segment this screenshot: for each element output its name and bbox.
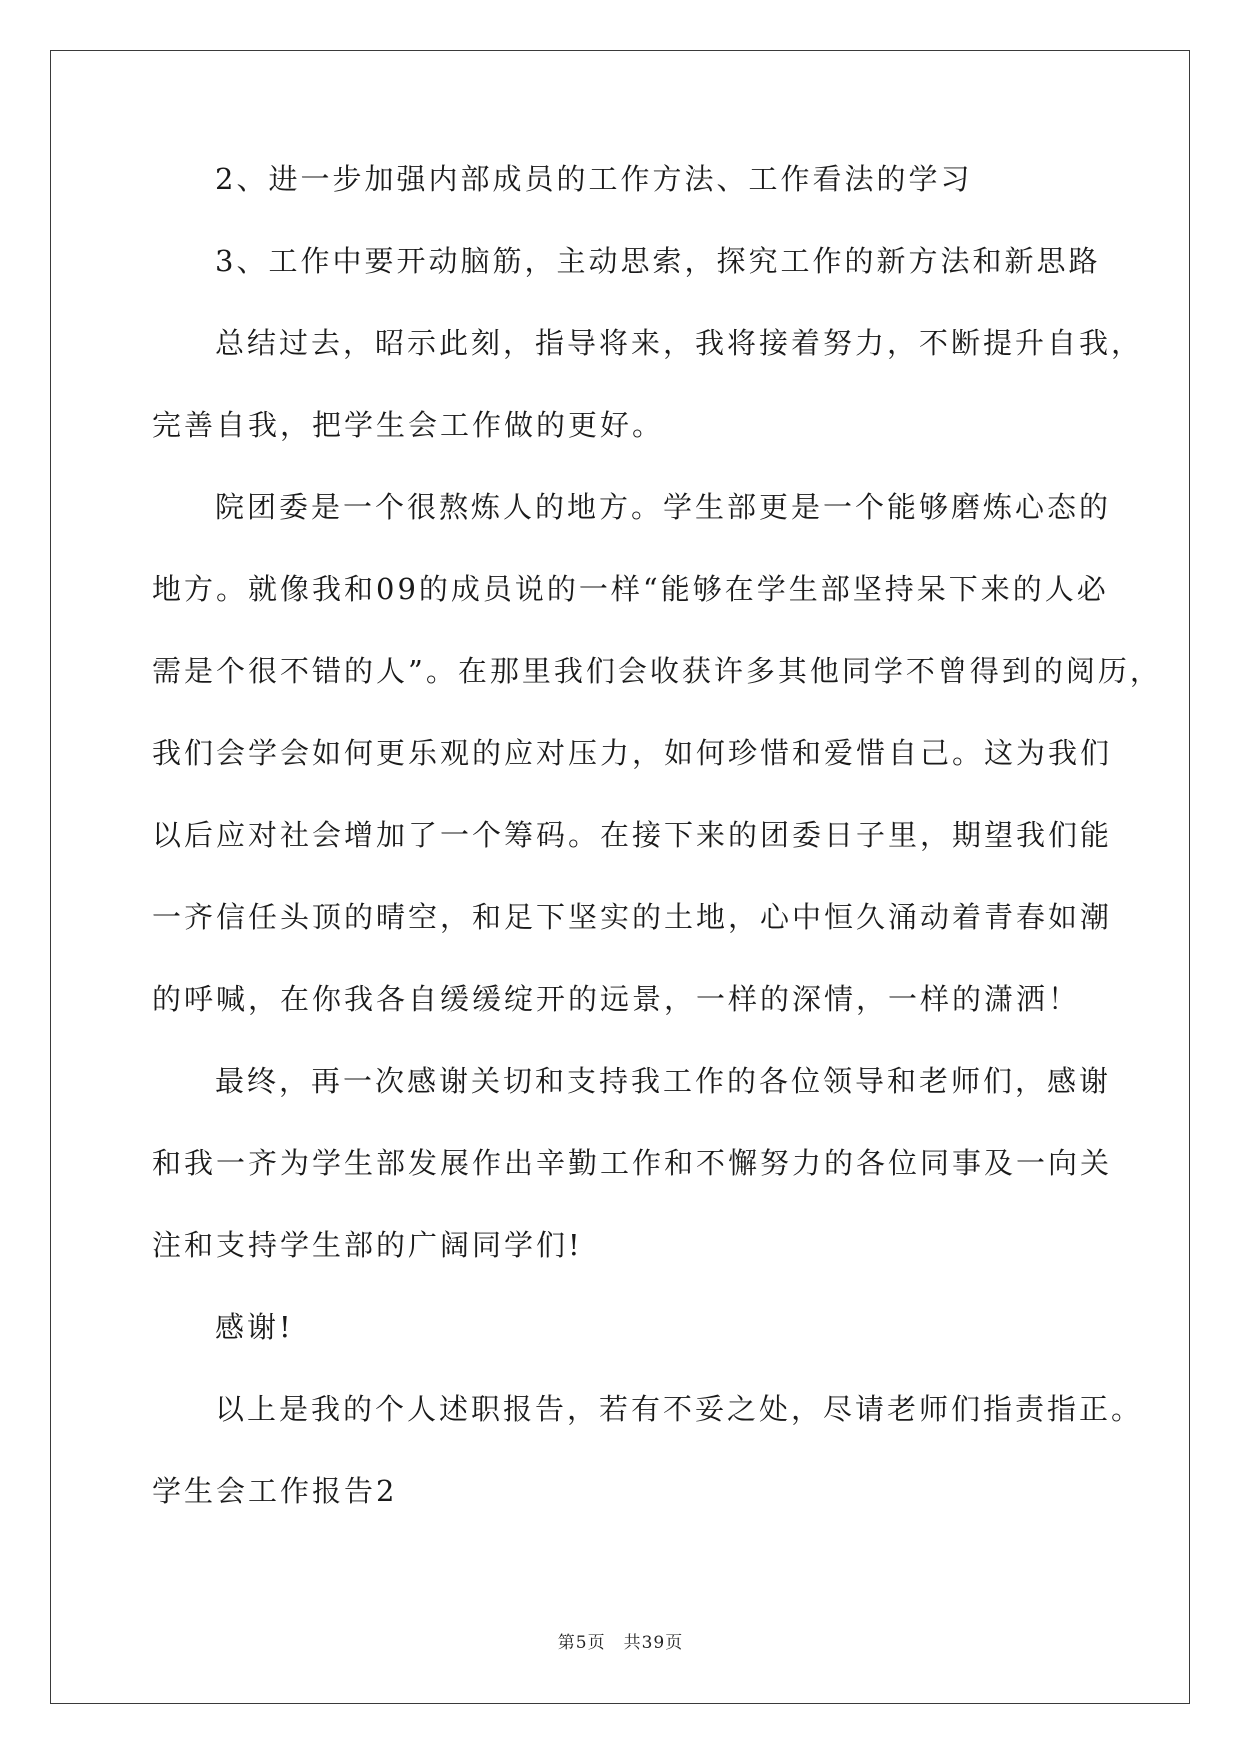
paragraph-line: 一齐信任头顶的晴空，和足下坚实的土地，心中恒久涌动着青春如潮 xyxy=(152,900,1113,934)
page-number: 5 xyxy=(575,1633,588,1653)
paragraph-line: 我们会学会如何更乐观的应对压力，如何珍惜和爱惜自己。这为我们 xyxy=(152,736,1113,770)
paragraph-line: 2、进一步加强内部成员的工作方法、工作看法的学习 xyxy=(215,162,973,196)
paragraph-line: 以上是我的个人述职报告，若有不妥之处，尽请老师们指责指正。 xyxy=(215,1392,1144,1426)
paragraph-line: 注和支持学生部的广阔同学们! xyxy=(152,1228,583,1262)
paragraph-line: 需是个很不错的人”。在那里我们会收获许多其他同学不曾得到的阅历， xyxy=(152,654,1162,688)
page-footer xyxy=(0,1628,1241,1653)
paragraph-line: 完善自我，把学生会工作做的更好。 xyxy=(152,408,665,442)
page-label-prefix: 第 xyxy=(557,1633,576,1653)
paragraph-line: 总结过去，昭示此刻，指导将来，我将接着努力，不断提升自我， xyxy=(215,326,1144,360)
total-label-suffix: 页 xyxy=(665,1633,684,1653)
page-label-suffix: 页 xyxy=(587,1633,606,1653)
paragraph-line: 的呼喊，在你我各自缓缓绽开的远景，一样的深情，一样的潇洒！ xyxy=(152,982,1081,1016)
paragraph-line: 3、工作中要开动脑筋，主动思索，探究工作的新方法和新思路 xyxy=(215,244,1101,278)
paragraph-line: 院团委是一个很熬炼人的地方。学生部更是一个能够磨炼心态的 xyxy=(215,490,1112,524)
paragraph-line: 最终，再一次感谢关切和支持我工作的各位领导和老师们，感谢 xyxy=(215,1064,1112,1098)
paragraph-line: 以后应对社会增加了一个筹码。在接下来的团委日子里，期望我们能 xyxy=(152,818,1113,852)
section-heading: 学生会工作报告2 xyxy=(152,1474,398,1508)
total-pages: 39 xyxy=(641,1633,666,1653)
document-body xyxy=(152,162,1162,1559)
paragraph-line: 地方。就像我和09的成员说的一样“能够在学生部坚持呆下来的人必 xyxy=(152,572,1109,606)
total-label-prefix: 共 xyxy=(623,1633,642,1653)
paragraph-line: 和我一齐为学生部发展作出辛勤工作和不懈努力的各位同事及一向关 xyxy=(152,1146,1113,1180)
paragraph-line: 感谢! xyxy=(215,1310,294,1344)
